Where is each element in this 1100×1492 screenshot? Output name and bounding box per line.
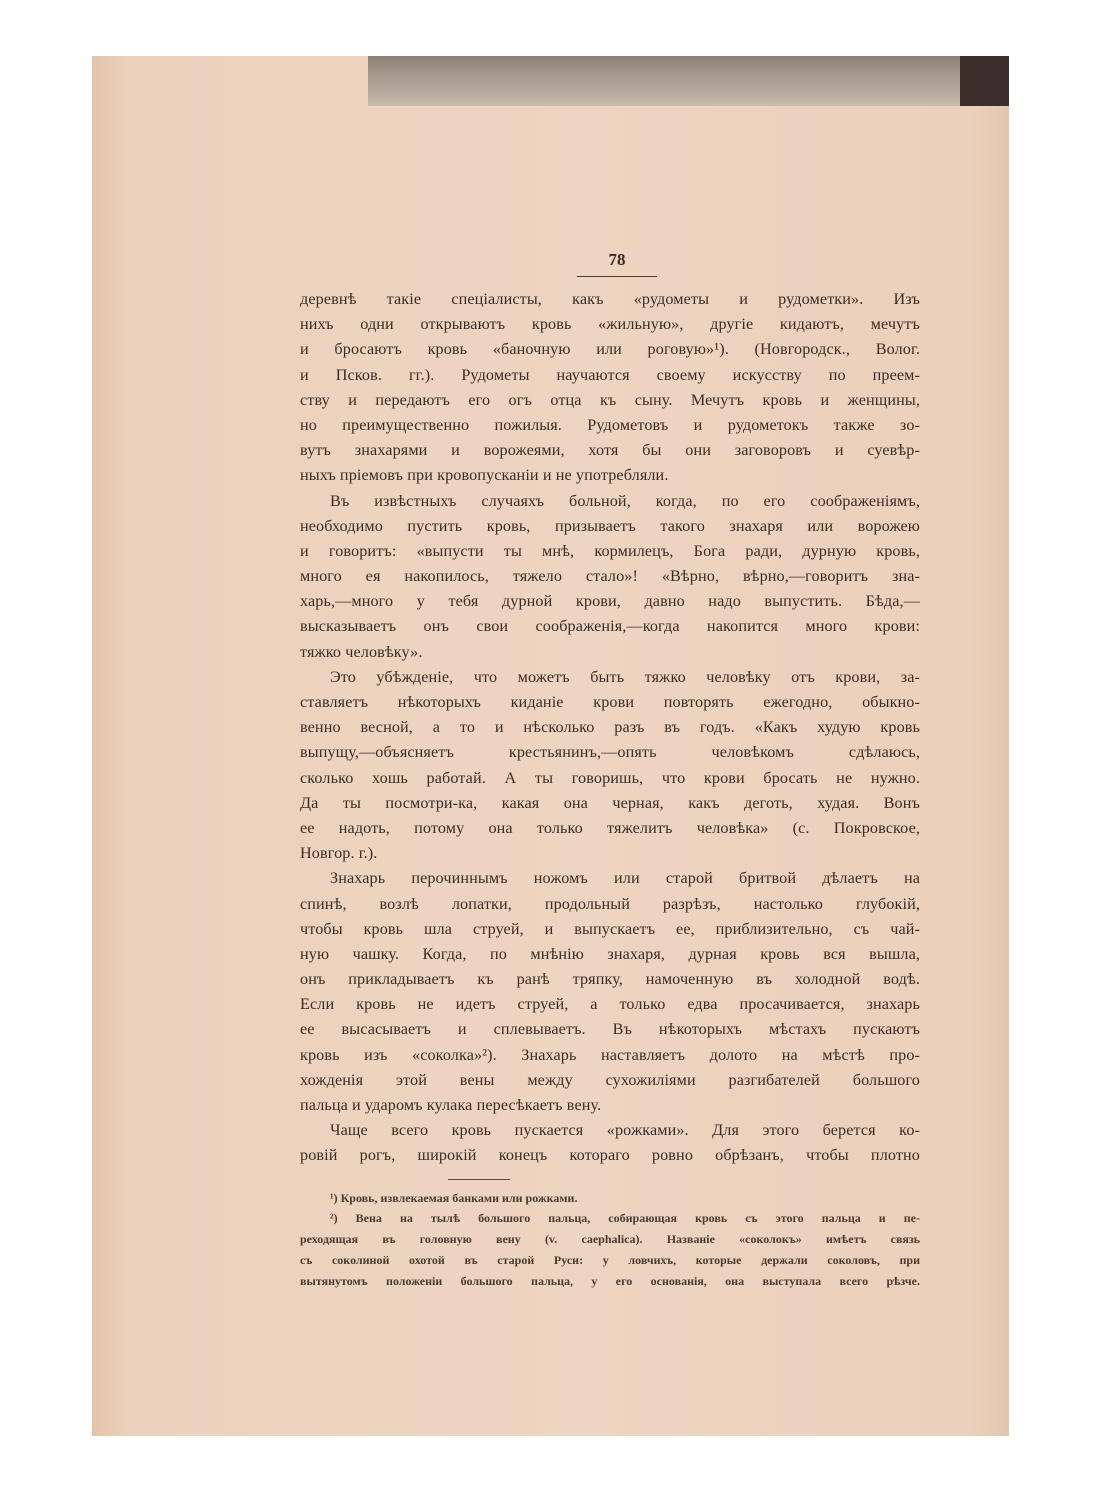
body-line: Чаще всего кровь пускается «рожками». Для этого берется ко- [330, 1121, 920, 1140]
footnote-rule [448, 1179, 510, 1180]
body-line: пальца и ударомъ кулака пересѣкаетъ вену. [300, 1096, 602, 1114]
body-line: ставляетъ нѣкоторыхъ киданіе крови повторять ежегодно, обыкно- [300, 693, 920, 711]
body-line: Въ извѣстныхъ случаяхъ больной, когда, по его соображеніямъ, [330, 491, 920, 510]
body-line: много ея накопилось, тяжело стало»! «Вѣрно, вѣрно,—говоритъ зна- [300, 567, 920, 586]
book-cover-edge [960, 56, 1009, 106]
body-text [300, 287, 920, 1169]
page-number: 78 [608, 250, 626, 269]
body-line: ее высасываетъ и сплевываетъ. Въ нѣкоторыхъ мѣстахъ пускаютъ [300, 1020, 920, 1039]
body-line: выпущу,—объясняетъ крестьянинъ,—опять человѣкомъ сдѣлаюсь, [300, 743, 920, 762]
footnote-line: реходящая въ головную вену (v. caephalica). Названіе «соколокъ» имѣетъ связь [300, 1232, 920, 1247]
body-line: сколько хошь работай. А ты говоришь, что крови бросать не нужно. [300, 768, 920, 787]
body-line: ную чашку. Когда, по мнѣнію знахаря, дурная кровь вся вышла, [300, 944, 920, 963]
page-number-rule [577, 276, 657, 277]
body-line: чтобы кровь шла струей, и выпускаетъ ее, приблизительно, съ чай- [300, 919, 920, 938]
footnote-line: ¹) Кровь, извлекаемая банками или рожками. [330, 1190, 578, 1205]
body-line: ныхъ пріемовъ при кровопусканіи и не употребляли. [300, 466, 669, 485]
body-line: но преимущественно пожилыя. Рудометовъ и рудометокъ также зо- [300, 415, 920, 434]
body-line: кровь изъ «соколка»²). Знахарь наставляетъ долото на мѣстѣ про- [300, 1045, 920, 1064]
body-line: Знахарь перочиннымъ ножомъ или старой бритвой дѣлаетъ на [330, 869, 920, 888]
body-line: Если кровь не идетъ струей, а только едва просачивается, знахарь [300, 995, 920, 1014]
body-line: ее надоть, потому она только тяжелитъ человѣка» (с. Покровское, [300, 818, 920, 837]
body-line: Новгор. г.). [300, 844, 378, 863]
body-line: деревнѣ такіе спеціалисты, какъ «рудометы и рудометки». Изъ [300, 290, 920, 308]
body-line: ровій рогъ, широкій конецъ котораго ровно обрѣзанъ, чтобы плотно [300, 1146, 920, 1165]
body-line: высказываетъ онъ свои соображенія,—когда накопится много крови: [300, 617, 920, 636]
body-line: Да ты посмотри-ка, какая она черная, какъ деготь, худая. Вонъ [300, 793, 920, 812]
footnote-line: съ соколиной охотой въ старой Руси: у ловчихъ, которые держали соколовъ, при [300, 1252, 920, 1267]
body-line: и бросаютъ кровь «баночную или роговую»¹). (Новгородск., Волог. [300, 340, 920, 359]
body-line: нихъ одни открываютъ кровь «жильную», другіе кидаютъ, мечутъ [300, 315, 920, 334]
footnote-line: вытянутомъ положеніи большого пальца, у его основанія, она выступала всего рѣзче. [300, 1273, 920, 1288]
body-line: вутъ знахарями и ворожеями, хотя бы они заговоровъ и суевѣр- [300, 441, 920, 460]
body-line: и говоритъ: «выпусти ты мнѣ, кормилецъ, Бога ради, дурную кровь, [300, 541, 920, 560]
body-line: харь,—много у тебя дурной крови, давно надо выпустить. Бѣда,— [300, 592, 920, 611]
body-line: и Псков. гг.). Рудометы научаются своему искусству по преем- [300, 365, 920, 384]
body-line: спинѣ, возлѣ лопатки, продольный разрѣзъ, настолько глубокій, [300, 894, 920, 913]
footnotes [300, 1179, 920, 1292]
body-line: венно весной, а то и нѣсколько разъ въ годъ. «Какъ худую кровь [300, 718, 920, 737]
body-line: хожденія этой вены между сухожиліями разгибателей большого [300, 1070, 920, 1089]
body-line: Это убѣжденіе, что можетъ быть тяжко человѣку отъ крови, за- [330, 667, 920, 686]
book-binding-edge [368, 56, 1009, 106]
footnote-line: ²) Вена на тылѣ большого пальца, собирающая кровь съ этого пальца и пе- [330, 1211, 920, 1226]
body-line: онъ прикладываетъ къ ранѣ тряпку, намоченную въ холодной водѣ. [300, 970, 920, 989]
body-line: необходимо пустить кровь, призываетъ такого знахаря или ворожею [300, 516, 920, 535]
page-text [300, 250, 920, 1292]
body-line: тяжко человѣку». [300, 642, 423, 661]
body-line: ству и передаютъ его огъ отца къ сыну. Мечутъ кровь и женщины, [300, 390, 920, 409]
